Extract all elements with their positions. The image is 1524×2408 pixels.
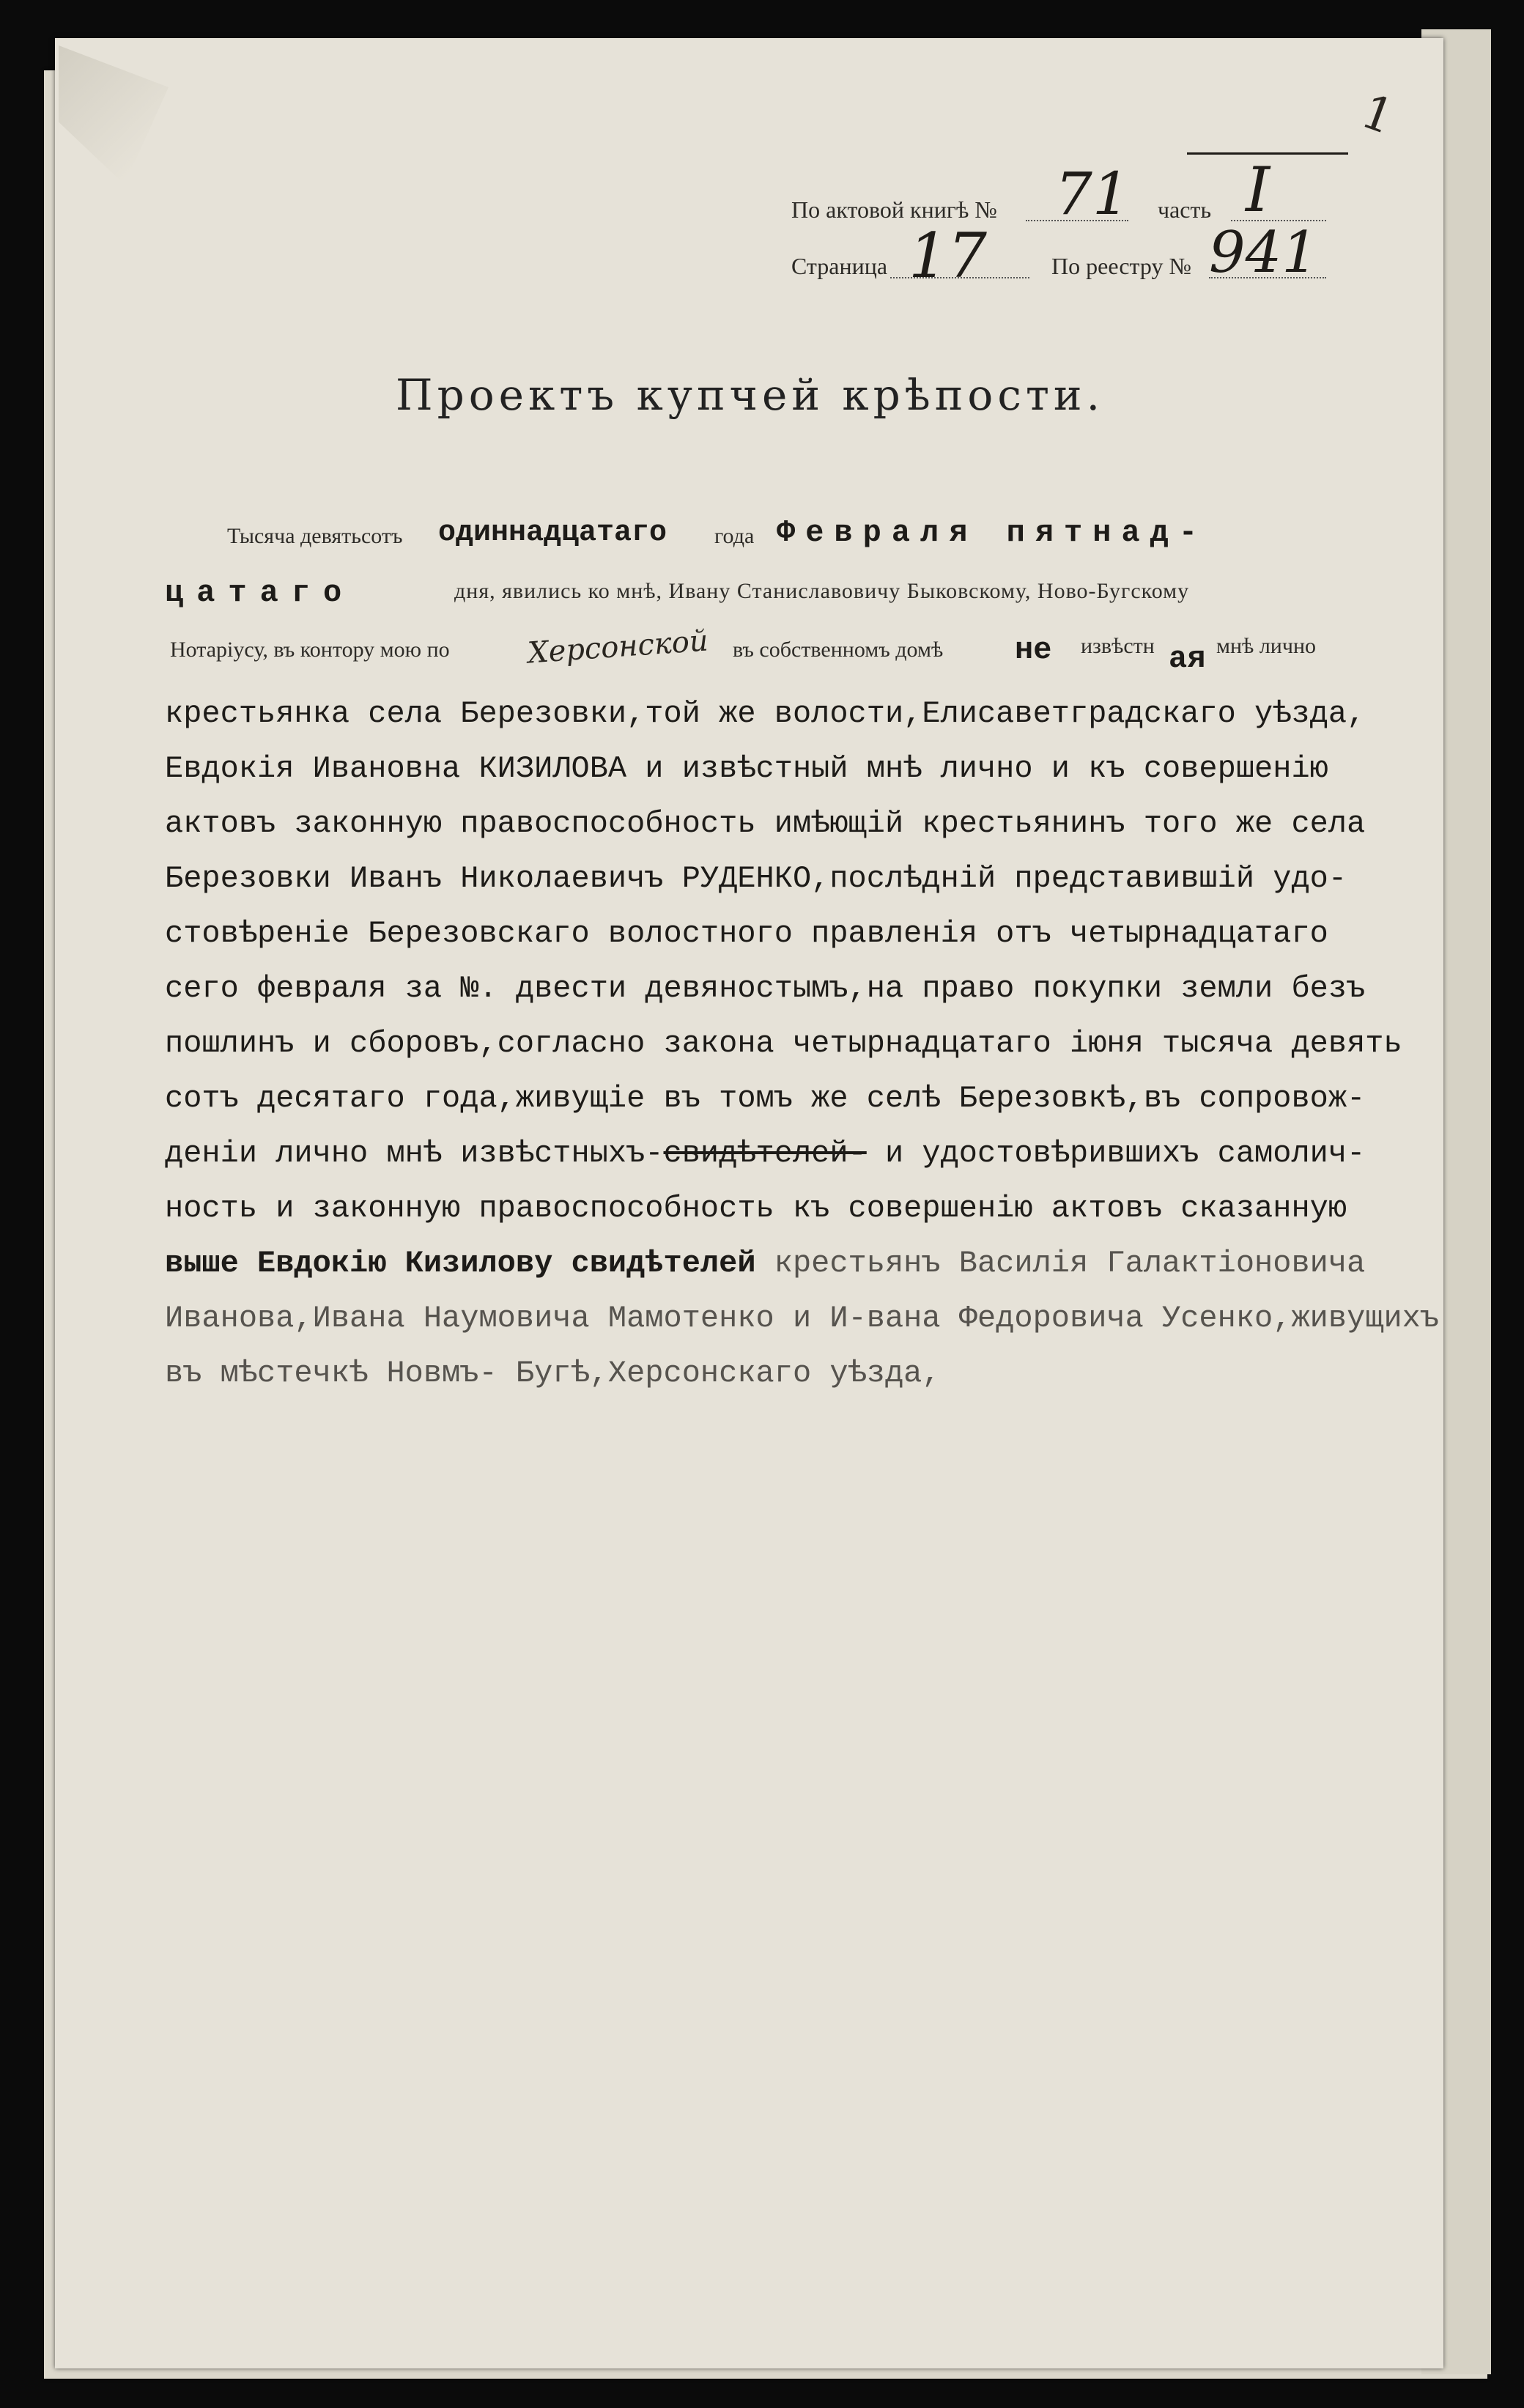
- page-value: 17: [909, 220, 987, 292]
- part-label: часть: [1158, 196, 1212, 223]
- line-12: [165, 1136, 1365, 1171]
- page-label: Страница: [791, 253, 888, 279]
- registry-label: По реестру №: [1051, 253, 1191, 279]
- line-4: крестьянка села Березовки,той же волости,Елисаветградскаго уѣзда,: [165, 696, 1366, 731]
- line1-date: Февраля пятнад-: [777, 515, 1208, 550]
- registry-dotline: [1209, 277, 1326, 278]
- line-15: Иванова,Ивана Наумовича Мамотенко и И-вана Федоровича Усенко,живущихъ: [165, 1301, 1440, 1336]
- book-label: По актовой книгѣ №: [791, 196, 997, 223]
- line-14: [165, 1246, 1365, 1281]
- book-value: 71: [1055, 160, 1130, 228]
- book-dotline: [1026, 220, 1128, 221]
- page-number: 1: [1354, 84, 1402, 146]
- part-stroke: [1187, 152, 1348, 155]
- line-16: въ мѣстечкѣ Новмъ- Бугѣ,Херсонскаго уѣзда,: [165, 1356, 941, 1391]
- line3-print: Нотаріусу, въ контору мою по: [170, 638, 450, 662]
- line-11: сотъ десятаго года,живущіе въ томъ же селѣ Березовкѣ,въ сопровож-: [165, 1081, 1366, 1116]
- line-10: пошлинъ и сборовъ,согласно закона четырнадцатаго іюня тысяча девять: [165, 1026, 1402, 1061]
- document-title: Проектъ купчей крѣпости.: [396, 370, 1105, 420]
- line14-part-b: крестьянъ Василія Галактіоновича: [755, 1246, 1366, 1281]
- line3-handwritten-place: Херсонской: [526, 624, 710, 671]
- line1-year: одиннадцатаго: [438, 517, 667, 550]
- line3-typed-ne: не: [1015, 632, 1052, 668]
- registry-value: 941: [1209, 220, 1318, 286]
- line3-print4: мнѣ лично: [1216, 634, 1316, 658]
- line3-typed-aya: ая: [1169, 641, 1206, 676]
- line3-print2: въ собственномъ домѣ: [733, 638, 944, 662]
- line1-print: Тысяча девятьсотъ: [227, 524, 403, 548]
- line-8: стовѣреніе Березовскаго волостного правленія отъ четырнадцатаго: [165, 916, 1328, 951]
- page-dotline: [890, 277, 1029, 278]
- line12-part-a: деніи лично мнѣ извѣстныхъ-: [165, 1136, 664, 1171]
- line3-print3: извѣстн: [1081, 634, 1155, 658]
- line12-struck-word: свидѣтелей-: [663, 1136, 867, 1171]
- part-value: I: [1246, 154, 1270, 226]
- line12-part-c: и удостовѣрившихъ самолич-: [866, 1136, 1366, 1171]
- line14-part-a: выше Евдокію Кизилову свидѣтелей: [165, 1246, 756, 1281]
- line-7: Березовки Иванъ Николаевичъ РУДЕНКО,послѣдній представившій удо-: [165, 861, 1347, 896]
- line-6: актовъ законную правоспособность имѣющій крестьянинъ того же села: [165, 806, 1366, 841]
- line1-print-year: года: [714, 524, 755, 548]
- line-9: сего февраля за №. двести девяностымъ,на право покупки земли безъ: [165, 971, 1366, 1006]
- line2-typed: цатаго: [165, 575, 355, 610]
- line-13: ность и законную правоспособность къ совершенію актовъ сказанную: [165, 1191, 1347, 1226]
- line-5: Евдокія Ивановна КИЗИЛОВА и извѣстный мнѣ лично и къ совершенію: [165, 751, 1328, 786]
- line2-print: дня, явились ко мнѣ, Ивану Станиславовичу Быковскому, Ново-Бугскому: [454, 579, 1190, 603]
